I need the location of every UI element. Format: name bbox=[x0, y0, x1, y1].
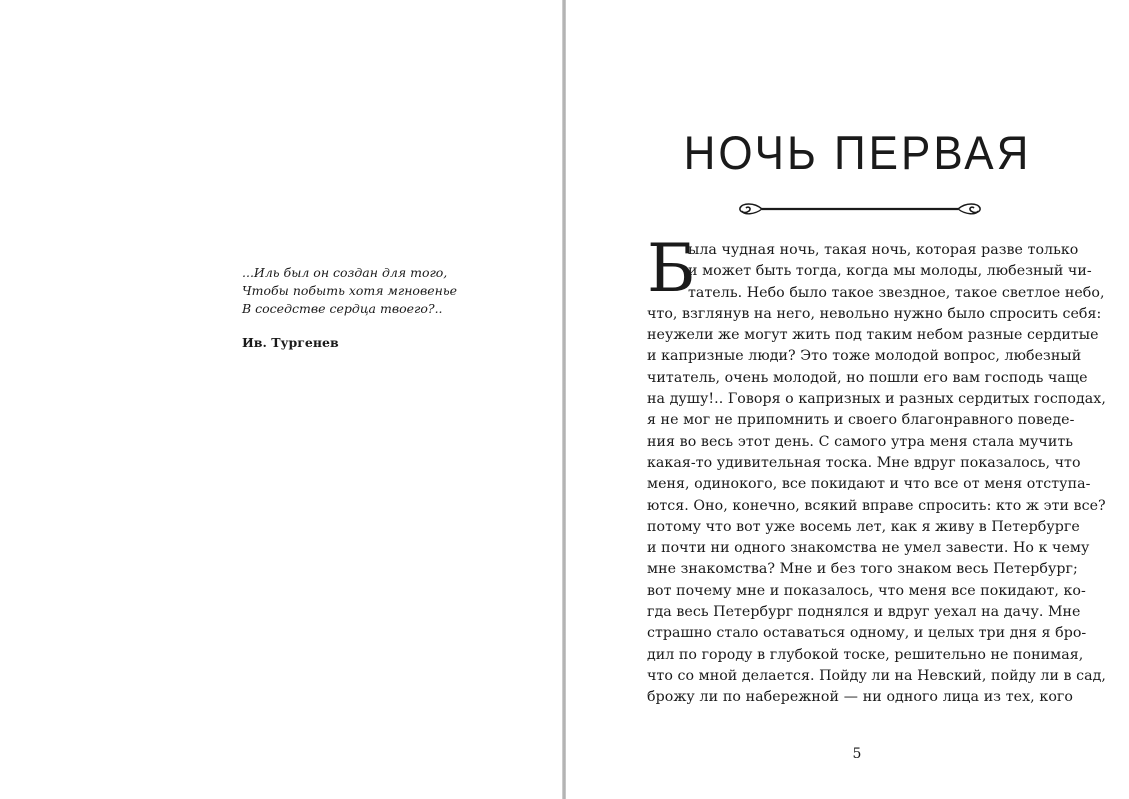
epigraph-line: В соседстве сердца твоего?.. bbox=[242, 301, 443, 316]
text-line: вот почему мне и показалось, что меня все покидают, ко- bbox=[647, 582, 1086, 599]
drop-cap: Б bbox=[647, 230, 696, 307]
epigraph-author: Ив. Тургенев bbox=[242, 335, 339, 350]
text-line: гда весь Петербург поднялся и вдруг уехал на дачу. Мне bbox=[647, 604, 1081, 621]
page-number: 5 bbox=[852, 746, 862, 762]
text-line: и капризные люди? Это тоже молодой вопрос, любезный bbox=[647, 348, 1082, 365]
text-line: я не мог не припомнить и своего благонравного поведе- bbox=[647, 412, 1075, 429]
text-line: брожу ли по набережной — ни одного лица из тех, кого bbox=[647, 689, 1073, 706]
ornament-divider-icon bbox=[736, 199, 984, 219]
text-line: на душу!.. Говоря о капризных и разных сердитых господах, bbox=[647, 391, 1106, 408]
text-line: и может быть тогда, когда мы молоды, любезный чи- bbox=[688, 263, 1092, 280]
text-line: читатель, очень молодой, но пошли его вам господь чаще bbox=[647, 369, 1088, 386]
text-line: татель. Небо было такое звездное, такое светлое небо, bbox=[688, 284, 1105, 301]
text-line: неужели же могут жить под таким небом разные сердитые bbox=[647, 327, 1099, 344]
text-line: потому что вот уже восемь лет, как я живу в Петербурге bbox=[647, 518, 1080, 535]
text-line: страшно стало оставаться одному, и целых три дня я бро- bbox=[647, 625, 1087, 642]
text-line: что, взглянув на него, невольно нужно было спросить себя: bbox=[647, 305, 1102, 322]
text-line: и почти ни одного знакомства не умел завести. Но к чему bbox=[647, 540, 1090, 557]
epigraph bbox=[242, 264, 542, 352]
epigraph-line: ...Иль был он создан для того, bbox=[242, 265, 448, 280]
text-line: что со мной делается. Пойду ли на Невский, пойду ли в сад, bbox=[647, 667, 1106, 684]
epigraph-line: Чтобы побыть хотя мгновенье bbox=[242, 283, 458, 298]
text-line: какая-то удивительная тоска. Мне вдруг показалось, что bbox=[647, 454, 1081, 471]
text-line: ния во весь этот день. С самого утра меня стала мучить bbox=[647, 433, 1073, 450]
text-line: ыла чудная ночь, такая ночь, которая разве только bbox=[688, 242, 1079, 258]
text-line: дил по городу в глубокой тоске, решительно не понимая, bbox=[647, 646, 1084, 663]
chapter-title: НОЧЬ ПЕРВАЯ bbox=[683, 127, 1032, 180]
chapter-body bbox=[647, 230, 1106, 709]
text-line: мне знакомства? Мне и без того знаком весь Петербург; bbox=[647, 561, 1078, 578]
left-page bbox=[0, 0, 562, 799]
right-page bbox=[566, 0, 1129, 799]
text-line: меня, одинокого, все покидают и что все от меня отступа- bbox=[647, 476, 1091, 493]
text-line: ются. Оно, конечно, всякий вправе спросить: кто ж эти все? bbox=[647, 497, 1106, 514]
